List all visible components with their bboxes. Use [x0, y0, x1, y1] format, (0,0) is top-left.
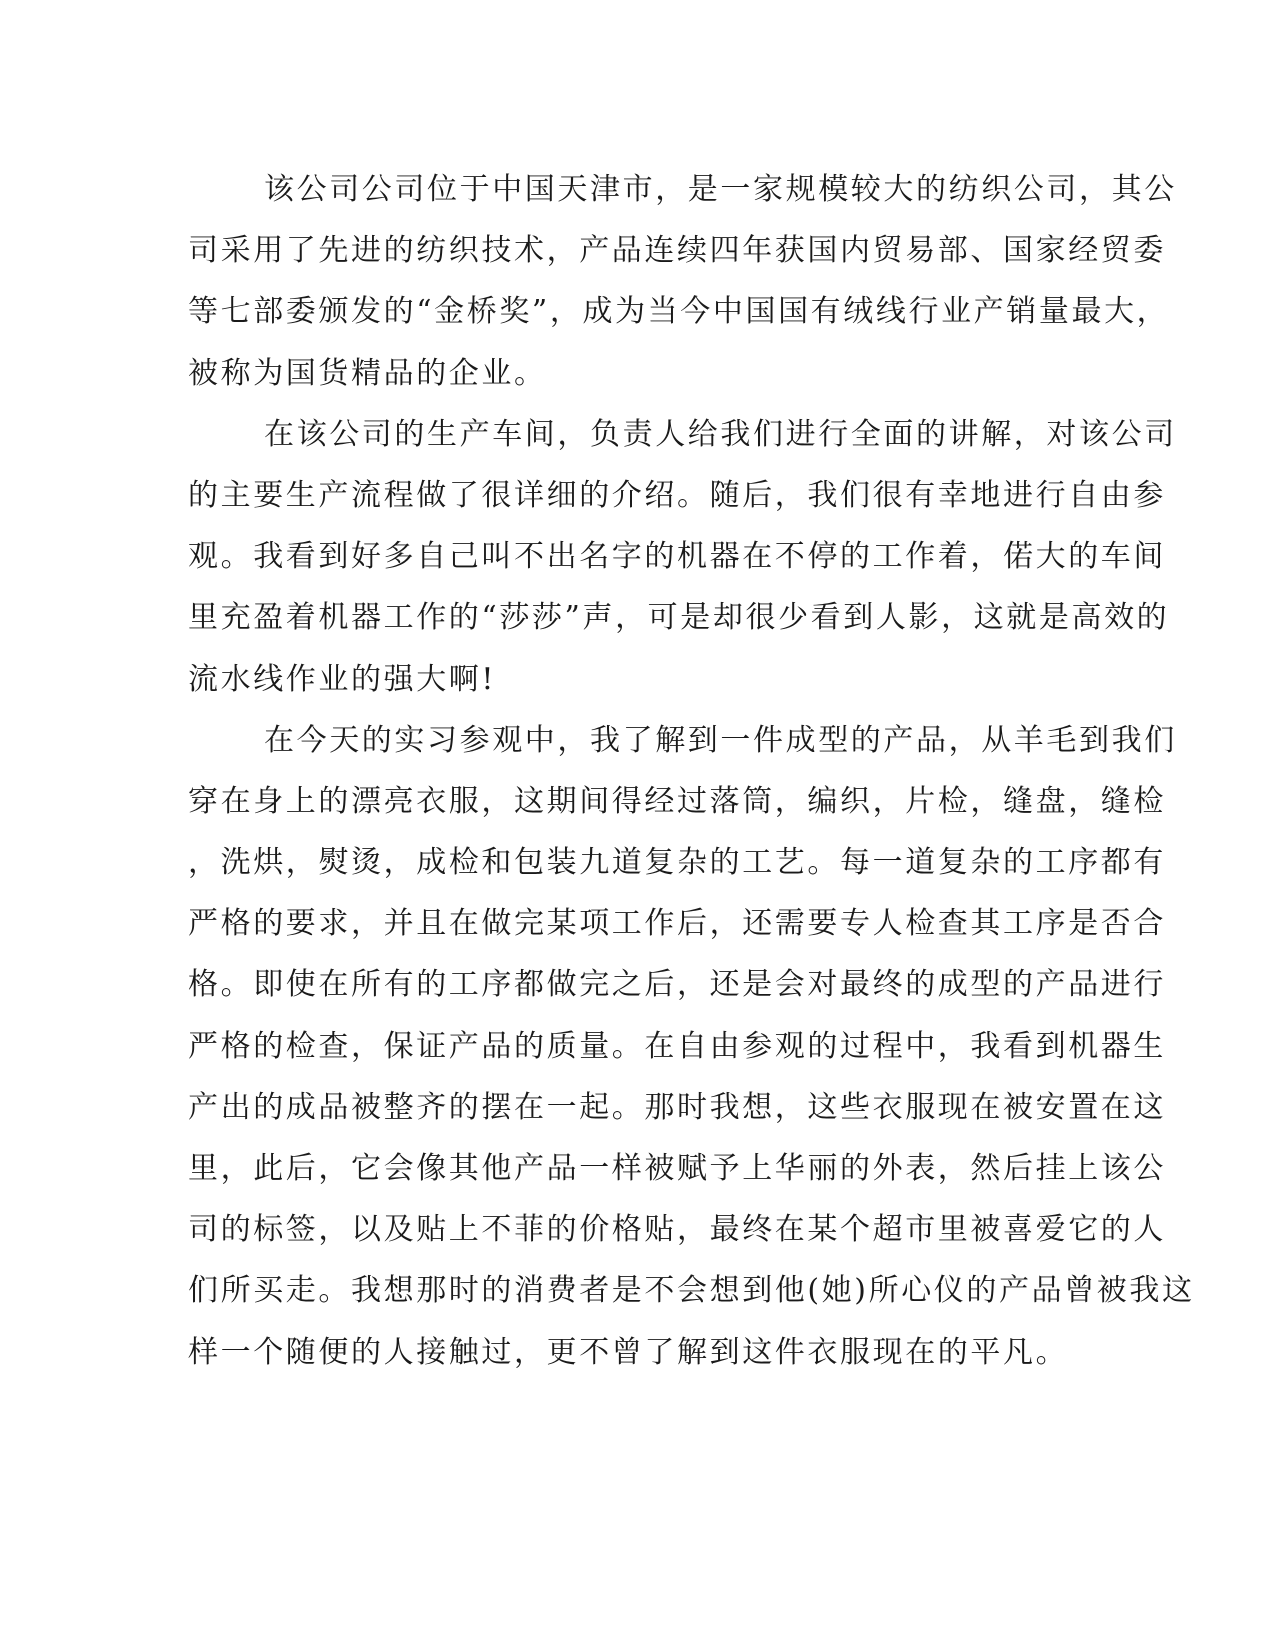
text-line: 司的标签，以及贴上不菲的价格贴，最终在某个超市里被喜爱它的人 — [188, 1212, 1166, 1248]
text-line: 在今天的实习参观中，我了解到一件成型的产品，从羊毛到我们 — [264, 722, 1177, 758]
text-line: 流水线作业的强大啊! — [188, 661, 497, 697]
text-line: 产出的成品被整齐的摆在一起。那时我想，这些衣服现在被安置在这 — [188, 1089, 1166, 1125]
text-line: 格。即使在所有的工序都做完之后，还是会对最终的成型的产品进行 — [188, 967, 1166, 1003]
paragraph-1 — [188, 159, 1177, 404]
text-line: 样一个随便的人接触过，更不曾了解到这件衣服现在的平凡。 — [188, 1334, 1069, 1370]
text-line: 的主要生产流程做了很详细的介绍。随后，我们很有幸地进行自由参 — [188, 477, 1166, 513]
text-line: 等七部委颁发的“金桥奖”，成为当今中国国有绒线行业产销量最大， — [188, 294, 1170, 330]
text-line: 们所买走。我想那时的消费者是不会想到他(她)所心仪的产品曾被我这 — [188, 1273, 1195, 1309]
text-line: ，洗烘，熨烫，成检和包装九道复杂的工艺。每一道复杂的工序都有 — [188, 845, 1166, 881]
text-line: 司采用了先进的纺织技术，产品连续四年获国内贸易部、国家经贸委 — [188, 233, 1166, 269]
text-line: 观。我看到好多自己叫不出名字的机器在不停的工作着，偌大的车间 — [188, 539, 1166, 575]
text-line: 里充盈着机器工作的“莎莎”声，可是却很少看到人影，这就是高效的 — [188, 600, 1170, 636]
body-text — [188, 159, 1195, 1383]
text-line: 穿在身上的漂亮衣服，这期间得经过落筒，编织，片检，缝盘，缝检 — [188, 783, 1166, 819]
text-line: 该公司公司位于中国天津市，是一家规模较大的纺织公司，其公 — [264, 172, 1177, 207]
text-line: 严格的检查，保证产品的质量。在自由参观的过程中，我看到机器生 — [188, 1028, 1166, 1064]
text-line: 在该公司的生产车间，负责人给我们进行全面的讲解，对该公司 — [264, 416, 1177, 452]
text-line: 里，此后，它会像其他产品一样被赋予上华丽的外表，然后挂上该公 — [188, 1151, 1166, 1186]
text-line: 严格的要求，并且在做完某项工作后，还需要专人检查其工序是否合 — [188, 906, 1166, 942]
paragraph-3 — [188, 710, 1195, 1383]
text-line: 被称为国货精品的企业。 — [188, 355, 547, 391]
paragraph-2 — [188, 404, 1177, 710]
